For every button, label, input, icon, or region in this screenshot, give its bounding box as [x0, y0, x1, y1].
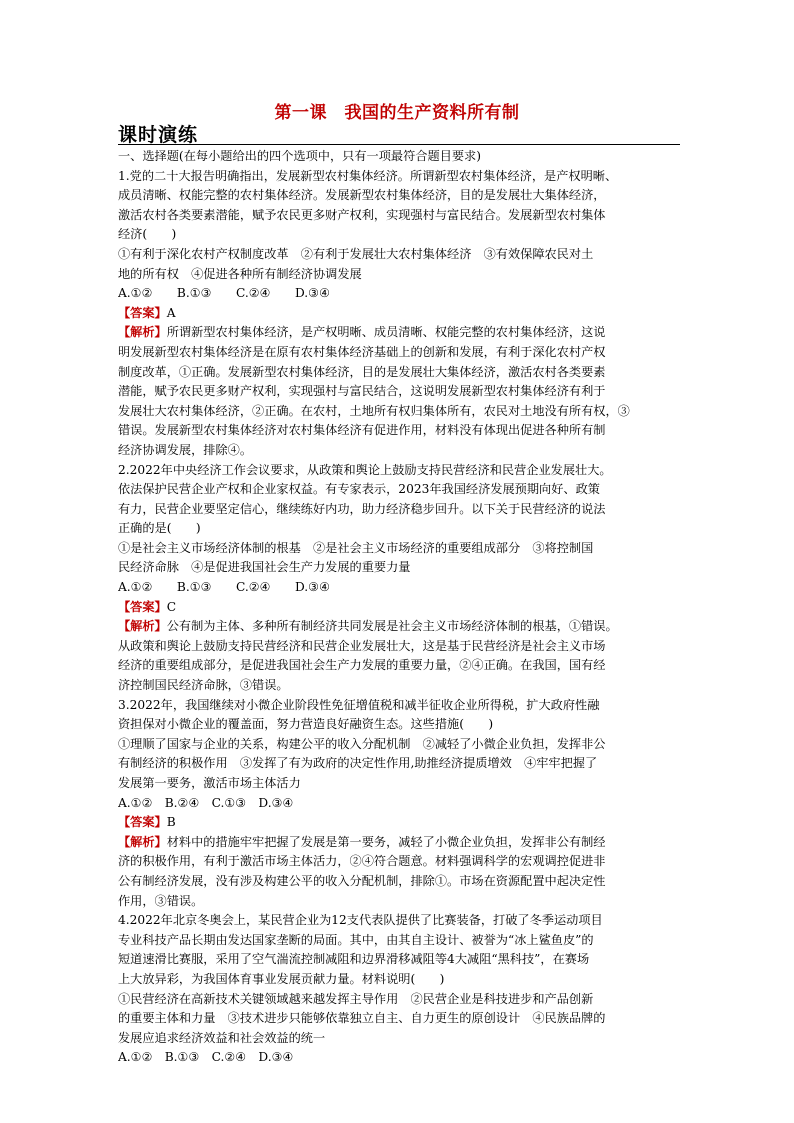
answer-options: A.①② B.②④ C.①③ D.③④ [118, 795, 294, 810]
analysis-line: 制度改革，①正确。发展新型农村集体经济，目的是发展壮大集体经济，激活农村各类要素 [118, 364, 606, 379]
question-line: 民经济命脉 ④是促进我国社会生产力发展的重要力量 [118, 560, 411, 575]
question-line: 1.党的二十大报告明确指出，发展新型农村集体经济。所谓新型农村集体经济，是产权明晰、 [118, 168, 618, 183]
question-line: ①民营经济在高新技术关键领域越来越发挥主导作用 ②民营企业是科技进步和产品创新 [118, 991, 594, 1006]
question-line: 发展应追求经济效益和社会效益的统一 [118, 1030, 326, 1045]
answer-line [118, 813, 684, 833]
question-line: ①理顺了国家与企业的关系，构建公平的收入分配机制 ②减轻了小微企业负担，发挥非公 [118, 736, 606, 751]
analysis-tag: 【解析】 [118, 834, 167, 849]
analysis-text: 公有制为主体、多种所有制经济共同发展是社会主义市场经济体制的根基，①错误。 [166, 619, 618, 634]
answer-line [118, 598, 684, 618]
lesson-title: 第一课 我国的生产资料所有制 [274, 103, 520, 123]
analysis-line: 错误。发展新型农村集体经济对农村集体经济有促进作用，材料没有体现出促进各种所有制 [118, 423, 606, 438]
analysis-line: 潜能，赋予农民更多财产权利，实现强村与富民结合，这说明发展新型农村集体经济有利于 [118, 384, 606, 399]
analysis-line: 公有制经济发展，没有涉及构建公平的收入分配机制，排除①。市场在资源配置中起决定性 [118, 873, 606, 888]
answer-line [118, 304, 684, 324]
answer-value: B [166, 815, 176, 830]
question-line: 的重要主体和力量 ③技术进步只能够依靠独立自主、自力更生的原创设计 ④民族品牌的 [118, 1011, 606, 1026]
analysis-tag: 【解析】 [118, 619, 167, 634]
question-2 [118, 461, 684, 696]
answer-options: A.①② B.①③ C.②④ D.③④ [118, 1050, 294, 1065]
analysis-line: 从政策和舆论上鼓励支持民营经济和民营企业发展壮大，这是基于民营经济是社会主义市场 [118, 638, 606, 653]
question-line: 依法保护民营企业产权和企业家权益。有专家表示，2023年我国经济发展预期向好、政策 [118, 482, 600, 497]
analysis-line: 济控制国民经济命脉，③错误。 [118, 678, 289, 693]
analysis-line: 经济协调发展，排除④。 [118, 442, 253, 457]
analysis-text: 所谓新型农村集体经济，是产权明晰、成员清晰、权能完整的农村集体经济，这说 [166, 325, 606, 340]
question-line: 短道速滑比赛服，采用了空气湍流控制减阻和边界滑移减阻等4大减阻“黑科技”，在赛场 [118, 952, 590, 967]
question-line: ①是社会主义市场经济体制的根基 ②是社会主义市场经济的重要组成部分 ③将控制国 [118, 540, 594, 555]
question-line: 3.2022年，我国继续对小微企业阶段性免征增值税和减半征收企业所得税，扩大政府性融 [118, 697, 600, 712]
question-line: 4.2022年北京冬奥会上，某民营企业为12支代表队提供了比赛装备，打破了冬季运动项目 [118, 913, 603, 928]
question-line: 成员清晰、权能完整的农村集体经济。发展新型农村集体经济，目的是发展壮大集体经济， [118, 188, 606, 203]
answer-tag: 【答案】 [118, 599, 167, 614]
question-line: 有力，民营企业要坚定信心，继续练好内功，助力经济稳步回升。以下关于民营经济的说法 [118, 501, 606, 516]
question-line: 上大放异彩，为我国体育事业发展贡献力量。材料说明( ) [118, 971, 445, 986]
analysis-tag: 【解析】 [118, 325, 167, 340]
question-line: 2.2022年中央经济工作会议要求，从政策和舆论上鼓励支持民营经济和民营企业发展壮大。 [118, 462, 612, 477]
analysis-text: 材料中的措施牢牢把握了发展是第一要务，减轻了小微企业负担，发挥非公有制经 [166, 834, 606, 849]
question-line: 正确的是( ) [118, 521, 201, 536]
analysis-line: 作用，③错误。 [118, 893, 204, 908]
answer-options: A.①② B.①③ C.②④ D.③④ [118, 580, 331, 595]
heading-rule [118, 144, 680, 145]
analysis-line: 明发展新型农村集体经济是在原有农村集体经济基础上的创新和发展，有利于深化农村产权 [118, 344, 606, 359]
question-line: 资担保对小微企业的覆盖面，努力营造良好融资生态。这些措施( ) [118, 717, 494, 732]
analysis-line [118, 617, 684, 637]
analysis-line [118, 323, 684, 343]
question-3 [118, 696, 684, 912]
analysis-line: 经济的重要组成部分，是促进我国社会生产力发展的重要力量，②④正确。在我国，国有经 [118, 658, 606, 673]
answer-tag: 【答案】 [118, 815, 167, 830]
answer-options: A.①② B.①③ C.②④ D.③④ [118, 286, 331, 301]
answer-tag: 【答案】 [118, 305, 167, 320]
analysis-line [118, 833, 684, 853]
question-1 [118, 167, 684, 461]
section-heading: 一、选择题(在每小题给出的四个选项中，只有一项最符合题目要求) [118, 149, 481, 163]
exercise-content [118, 147, 684, 1068]
question-line: 地的所有权 ④促进各种所有制经济协调发展 [118, 266, 362, 281]
question-4 [118, 911, 684, 1068]
question-line: ①有利于深化农村产权制度改革 ②有利于发展壮大农村集体经济 ③有效保障农民对土 [118, 246, 594, 261]
analysis-line: 济的积极作用，有利于激活市场主体活力，②④符合题意。材料强调科学的宏观调控促进非 [118, 854, 606, 869]
section-subtitle: 课时演练 [118, 124, 199, 146]
analysis-line: 发展壮大农村集体经济，②正确。在农村，土地所有权归集体所有，农民对土地没有所有权，③ [118, 403, 630, 418]
question-line: 专业科技产品长期由发达国家垄断的局面。其中，由其自主设计、被誉为“冰上鲨鱼皮”的 [118, 932, 594, 947]
question-line: 激活农村各类要素潜能，赋予农民更多财产权利，实现强村与富民结合。发展新型农村集体 [118, 207, 606, 222]
question-line: 经济( ) [118, 227, 177, 242]
answer-value: C [166, 599, 177, 614]
answer-value: A [166, 305, 176, 320]
question-line: 有制经济的积极作用 ③发挥了有为政府的决定性作用,助推经济提质增效 ④牢牢把握了 [118, 756, 598, 771]
question-line: 发展第一要务，激活市场主体活力 [118, 776, 301, 790]
